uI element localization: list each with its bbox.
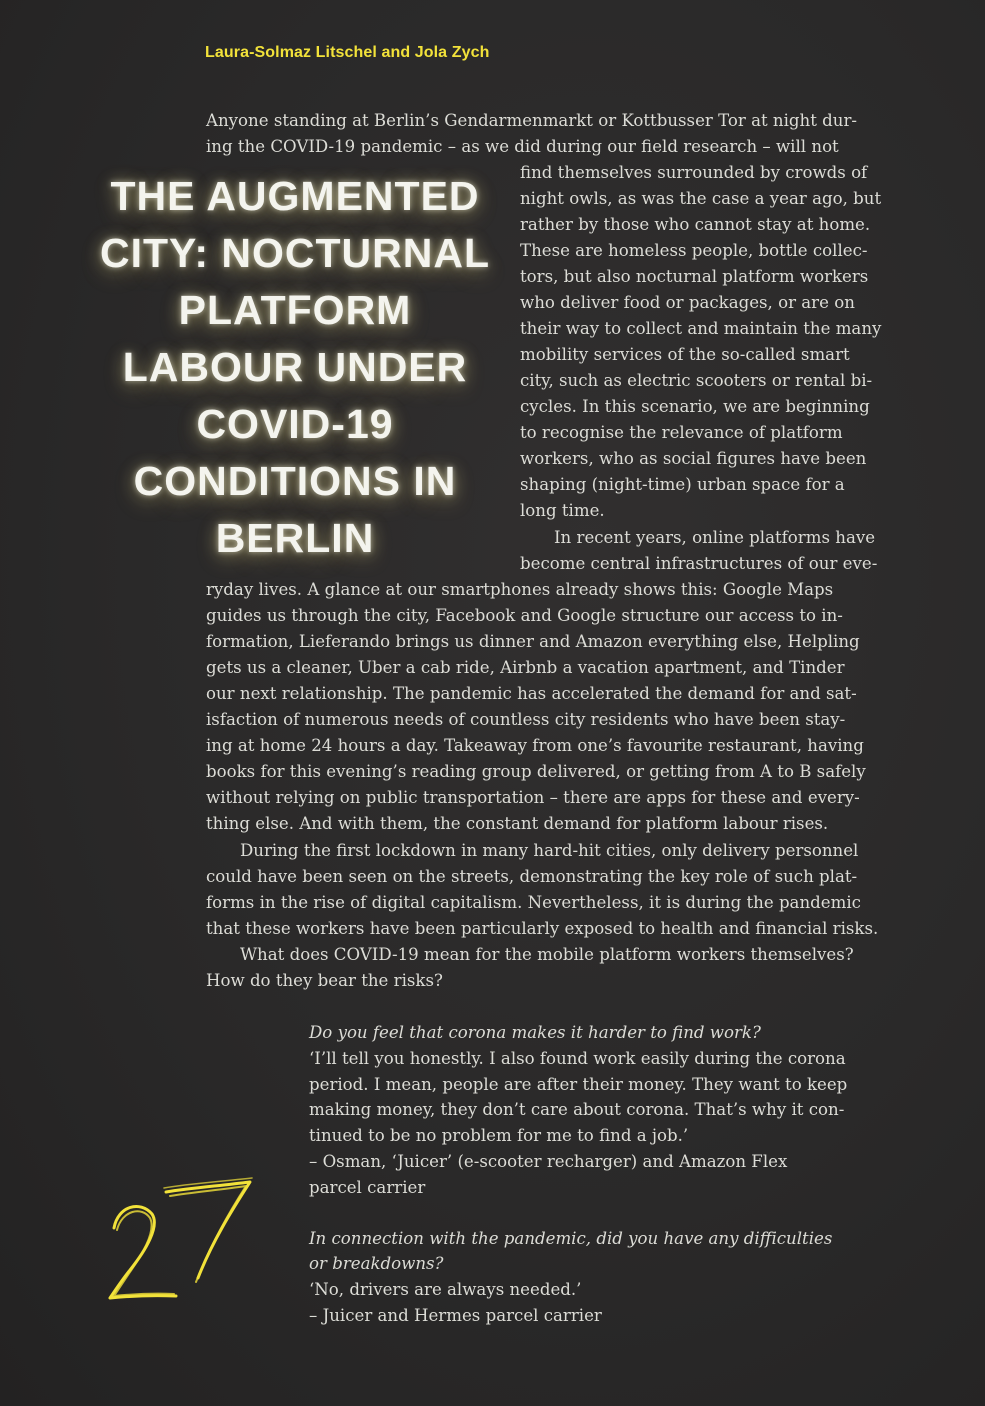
body-line: night owls, as was the case a year ago, but (520, 189, 882, 208)
body-line: city, such as electric scooters or rental bi- (520, 371, 873, 390)
body-line: During the first lockdown in many hard-hit cities, only delivery personnel (240, 841, 859, 860)
body-line: gets us a cleaner, Uber a cab ride, Airbnb a vacation apartment, and Tinder (206, 658, 845, 677)
body-line: What does COVID-19 mean for the mobile platform workers themselves? (240, 945, 854, 964)
body-line: forms in the rise of digital capitalism. Nevertheless, it is during the pandemic (206, 893, 861, 912)
body-line: who deliver food or packages, or are on (520, 293, 855, 312)
body-line: isfaction of numerous needs of countless city residents who have been stay- (206, 710, 846, 729)
interview-answer-line: ‘I’ll tell you honestly. I also found work easily during the corona (309, 1048, 846, 1068)
body-line: cycles. In this scenario, we are beginning (520, 397, 870, 416)
body-line: shaping (night-time) urban space for a (520, 475, 845, 494)
body-line: Anyone standing at Berlin’s Gendarmenmarkt or Kottbusser Tor at night dur- (206, 111, 858, 130)
article-title (70, 168, 520, 567)
interview-source-line: parcel carrier (309, 1177, 426, 1197)
interview-source-line: – Juicer and Hermes parcel carrier (309, 1305, 602, 1325)
body-line: thing else. And with them, the constant demand for platform labour rises. (206, 814, 829, 833)
body-line: without relying on public transportation – there are apps for these and every- (206, 788, 860, 807)
title-line: LABOUR UNDER (122, 344, 468, 390)
title-line: PLATFORM (178, 287, 412, 333)
interview-answer-line: making money, they don’t care about corona. That’s why it con- (309, 1100, 845, 1120)
title-line: BERLIN (215, 515, 375, 561)
interview-answer-line: tinued to be no problem for me to find a job.’ (309, 1126, 689, 1146)
body-line: ing at home 24 hours a day. Takeaway from one’s favourite restaurant, having (206, 736, 864, 755)
body-line: How do they bear the risks? (206, 971, 443, 990)
interview-excerpts (309, 1020, 909, 1329)
title-line: COVID-19 (196, 401, 394, 447)
body-line: mobility services of the so-called smart (520, 345, 850, 364)
body-line: In recent years, online platforms have (554, 528, 876, 547)
body-line: ryday lives. A glance at our smartphones already shows this: Google Maps (206, 580, 834, 599)
interview-answer-line: period. I mean, people are after their money. They want to keep (309, 1074, 848, 1094)
page-number (100, 1170, 270, 1310)
body-line: workers, who as social figures have been (520, 449, 867, 468)
body-line: find themselves surrounded by crowds of (520, 163, 868, 182)
title-line: THE AUGMENTED (110, 173, 480, 219)
author-byline: Laura-Solmaz Litschel and Jola Zych (205, 44, 490, 61)
page-number-handwritten (110, 1178, 252, 1298)
interview-question: Do you feel that corona makes it harder to find work? (309, 1023, 761, 1042)
body-line: books for this evening’s reading group delivered, or getting from A to B safely (206, 762, 866, 781)
title-line: CONDITIONS IN (133, 458, 457, 504)
body-line: that these workers have been particularly exposed to health and financial risks. (206, 919, 879, 938)
body-line: long time. (520, 501, 605, 520)
body-line: These are homeless people, bottle collec- (520, 241, 868, 260)
body-line: ing the COVID-19 pandemic – as we did during our field research – will not (206, 137, 839, 156)
body-line: guides us through the city, Facebook and Google structure our access to in- (206, 606, 843, 625)
interview-question: In connection with the pandemic, did you have any difficulties (309, 1228, 833, 1248)
body-line: tors, but also nocturnal platform workers (520, 267, 869, 286)
interview-question: or breakdowns? (309, 1254, 444, 1274)
body-line: become central infrastructures of our eve- (520, 554, 878, 573)
interview-source-line: – Osman, ‘Juicer’ (e-scooter recharger) and Amazon Flex (309, 1151, 788, 1171)
body-line: could have been seen on the streets, demonstrating the key role of such plat- (206, 867, 858, 886)
interview-answer-line: ‘No, drivers are always needed.’ (309, 1280, 582, 1300)
title-line: CITY: NOCTURNAL (99, 230, 491, 276)
body-line: formation, Lieferando brings us dinner and Amazon everything else, Helpling (206, 632, 860, 651)
body-line: our next relationship. The pandemic has accelerated the demand for and sat- (206, 684, 857, 703)
body-line: rather by those who cannot stay at home. (520, 215, 871, 234)
spacer (309, 1201, 909, 1226)
body-line: to recognise the relevance of platform (520, 423, 843, 442)
body-line: their way to collect and maintain the many (520, 319, 882, 338)
